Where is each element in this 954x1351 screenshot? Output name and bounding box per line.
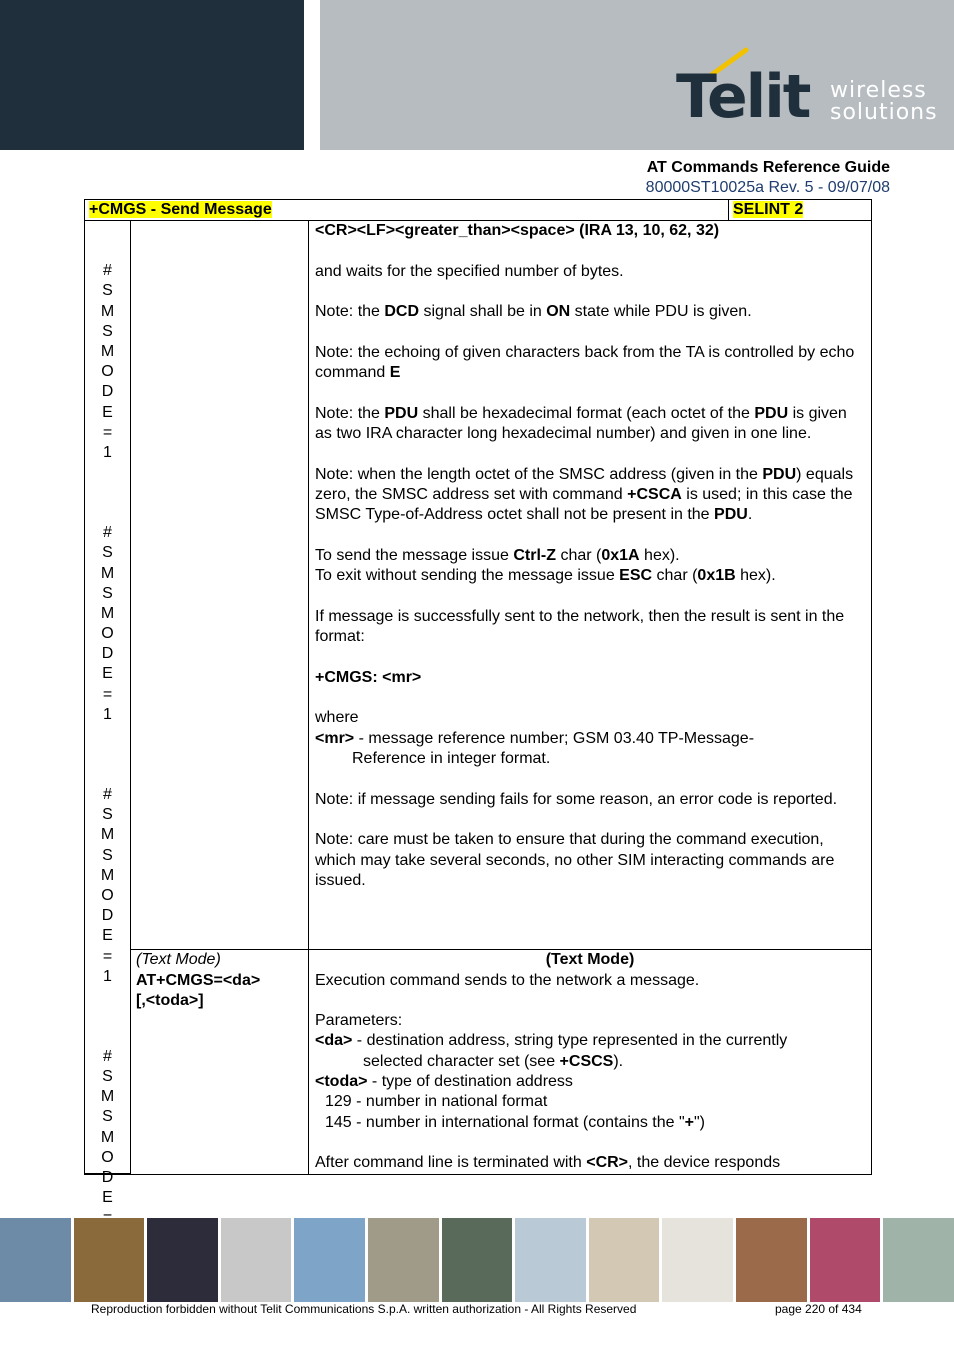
- note-smsc: Note: when the length octet of the SMSC address (given in the PDU) equals zero, the SMSC address set with command +CSCA is used; in this case the SMSC Type-of-Address octet shall not be present in the PDU.: [315, 465, 854, 524]
- side-label-char: M: [100, 866, 115, 884]
- side-label-char: S: [102, 846, 113, 864]
- response-intro: After command line is terminated with <CR>, the device responds: [315, 1154, 781, 1172]
- side-label-char: S: [102, 584, 113, 602]
- side-label-char: O: [101, 886, 114, 904]
- side-label-char: M: [100, 302, 115, 320]
- side-label-gap: [85, 463, 130, 523]
- result-intro: If message is successfully sent to the network, then the result is sent in the format:: [315, 607, 845, 646]
- side-label-char: S: [102, 322, 113, 340]
- side-label-gap: [85, 725, 130, 785]
- side-label-char: #: [103, 262, 112, 280]
- side-label-char: M: [100, 343, 115, 361]
- toda-145: 145 - number in international format (contains the "+"): [325, 1113, 706, 1131]
- description-cell-text-mode: [309, 950, 872, 1175]
- side-label-char: O: [101, 1148, 114, 1166]
- side-label-char: #: [103, 786, 112, 804]
- footer-photo: [589, 1218, 660, 1302]
- param-da-cont: selected character set (see +CSCS).: [363, 1052, 624, 1070]
- side-label-char: #: [103, 524, 112, 542]
- command-title: +CMGS - Send Message: [89, 201, 272, 218]
- side-label-char: E: [102, 927, 113, 945]
- side-label-char: D: [101, 1169, 114, 1187]
- side-label-stack: [85, 221, 131, 1207]
- side-label-char: M: [100, 564, 115, 582]
- side-label-char: =: [102, 685, 113, 703]
- side-label-gap: [85, 987, 130, 1047]
- side-label-char: S: [102, 1108, 113, 1126]
- command-title-cell: [85, 200, 729, 221]
- side-label-char: E: [102, 403, 113, 421]
- footer-photo: [442, 1218, 513, 1302]
- footer-photo: [0, 1218, 71, 1302]
- side-label-char: D: [101, 645, 114, 663]
- side-label-char: 1: [103, 443, 112, 461]
- command-syntax-cont: [,<toda>]: [136, 991, 204, 1009]
- note-care: Note: care must be taken to ensure that during the command execution, which may take several seconds, no other SIM interacting commands are issued.: [315, 831, 835, 889]
- command-table: [84, 199, 872, 1207]
- mode-label: (Text Mode): [136, 951, 221, 969]
- footer-photo: [736, 1218, 807, 1302]
- exit-instruction: To exit without sending the message issue ESC char (0x1B hex).: [315, 567, 776, 585]
- side-label-char: S: [102, 806, 113, 824]
- header-dark-panel: [0, 0, 304, 150]
- side-label-char: #: [103, 1047, 112, 1065]
- note-dcd: Note: the DCD signal shall be in ON state while PDU is given.: [315, 303, 752, 321]
- send-instruction: To send the message issue Ctrl-Z char (0x1A hex).: [315, 547, 680, 565]
- footer-photo: [883, 1218, 954, 1302]
- footer-photo: [368, 1218, 439, 1302]
- command-cell-blank: [131, 221, 309, 950]
- parameters-label: Parameters:: [315, 1012, 403, 1030]
- pdu-prompt: <CR><LF><greater_than><space> (IRA 13, 10, 62, 32): [315, 222, 720, 240]
- footer-photo: [147, 1218, 218, 1302]
- side-label-column: [85, 221, 131, 1207]
- side-label-char: D: [101, 383, 114, 401]
- exec-description: Execution command sends to the network a message.: [315, 971, 700, 989]
- footer-photo: [221, 1218, 292, 1302]
- telit-logo: [676, 48, 936, 132]
- side-label-char: O: [101, 363, 114, 381]
- note-echo: Note: the echoing of given characters back from the TA is controlled by echo command E: [315, 344, 855, 382]
- side-label-char: S: [102, 282, 113, 300]
- side-label-char: 1: [103, 705, 112, 723]
- description-cell-pdu: [309, 221, 872, 950]
- selint-badge: SELINT 2: [733, 201, 804, 218]
- param-mr: <mr> - message reference number; GSM 03.40 TP-Message-: [315, 729, 755, 747]
- side-label-char: S: [102, 544, 113, 562]
- side-label-char: E: [102, 665, 113, 683]
- note-pdu-format: Note: the PDU shall be hexadecimal format (each octet of the PDU is given as two IRA character long hexadecimal number) and given in one line.: [315, 404, 847, 443]
- pdu-wait-text: and waits for the specified number of bytes.: [315, 262, 624, 280]
- param-toda: <toda> - type of destination address: [315, 1073, 573, 1091]
- side-label-char: =: [102, 423, 113, 441]
- note-error: Note: if message sending fails for some reason, an error code is reported.: [315, 790, 838, 808]
- side-label-char: S: [102, 1068, 113, 1086]
- logo-brand: Telit: [676, 62, 810, 132]
- copyright-notice: Reproduction forbidden without Telit Communications S.p.A. written authorization - All Rights Reserved: [91, 1302, 637, 1316]
- logo-tagline: wireless solutions: [830, 78, 938, 125]
- text-mode-heading: (Text Mode): [545, 951, 635, 969]
- page-number: page 220 of 434: [775, 1302, 862, 1316]
- side-label-char: D: [101, 907, 114, 925]
- footer-photo-strip: [0, 1218, 954, 1302]
- selint-cell: [729, 200, 872, 221]
- footer-photo: [74, 1218, 145, 1302]
- toda-129: 129 - number in national format: [325, 1093, 548, 1111]
- command-syntax: AT+CMGS=<da>: [136, 971, 261, 989]
- result-format: +CMGS: <mr>: [315, 668, 422, 686]
- side-label-char: O: [101, 625, 114, 643]
- guide-revision: 80000ST10025a Rev. 5 - 09/07/08: [645, 179, 890, 196]
- side-label-char: M: [100, 604, 115, 622]
- side-label-char: M: [100, 826, 115, 844]
- command-cell-text-mode: [131, 950, 309, 1175]
- footer-photo: [515, 1218, 586, 1302]
- side-label-char: M: [100, 1088, 115, 1106]
- param-mr-cont: Reference in integer format.: [352, 750, 551, 768]
- param-da: <da> - destination address, string type represented in the currently: [315, 1032, 788, 1050]
- footer-photo: [294, 1218, 365, 1302]
- side-label-char: M: [100, 1128, 115, 1146]
- guide-title: AT Commands Reference Guide: [646, 159, 890, 176]
- side-label-char: 1: [103, 967, 112, 985]
- side-label-char: =: [102, 947, 113, 965]
- footer-photo: [662, 1218, 733, 1302]
- where-label: where: [315, 709, 359, 727]
- side-label-char: E: [102, 1189, 113, 1207]
- footer-photo: [810, 1218, 881, 1302]
